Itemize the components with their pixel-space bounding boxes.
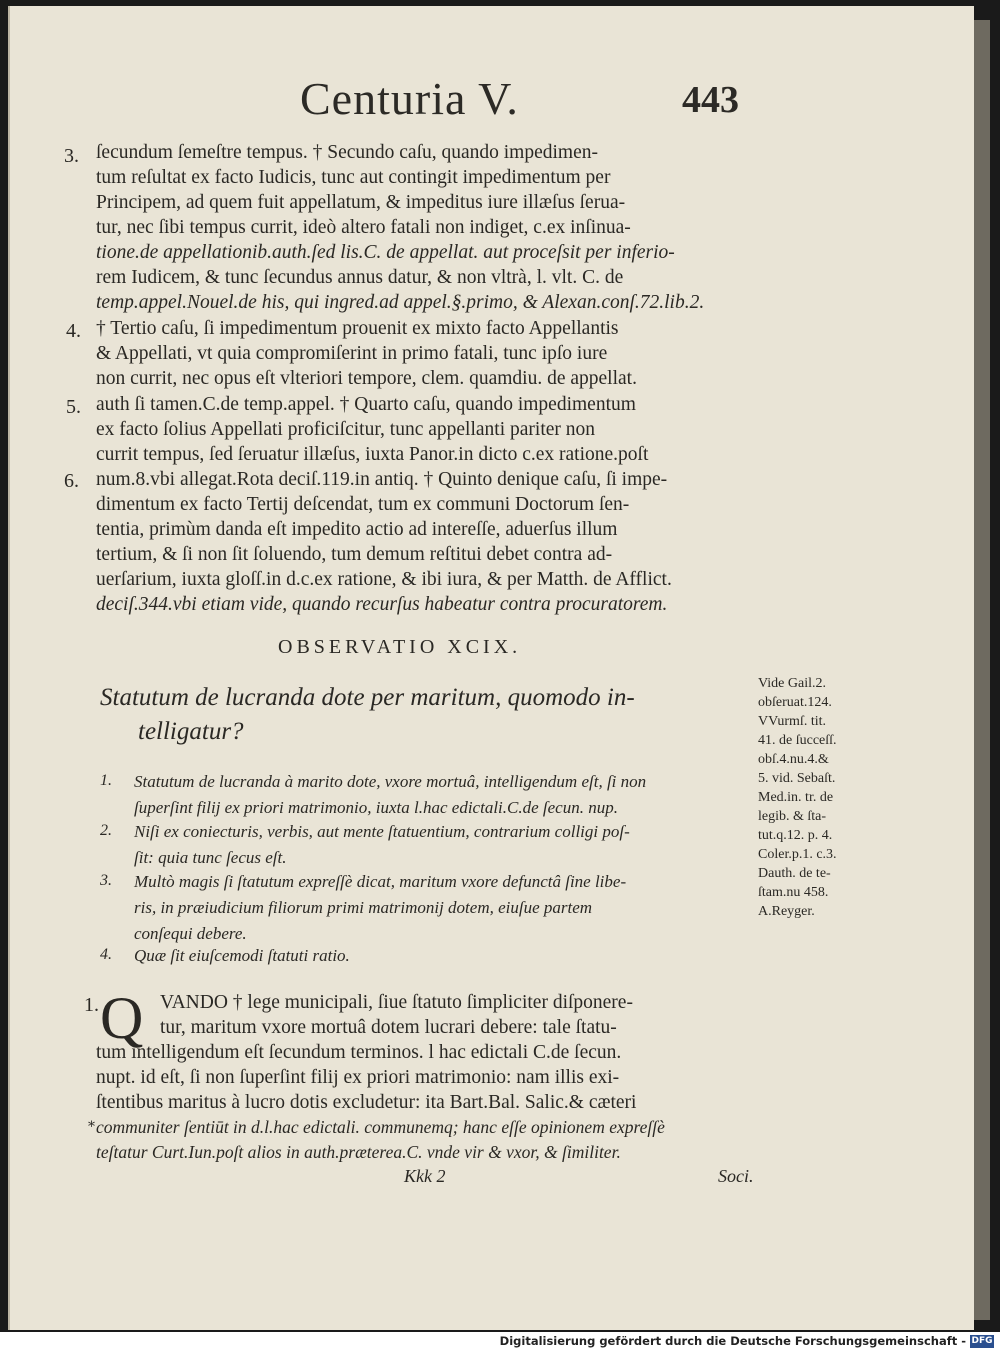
summary-line: Multò magis ſi ſtatutum expreſſè dicat, maritum vxore defunctâ ſine libe- bbox=[134, 872, 627, 891]
summary-number: 2. bbox=[100, 822, 112, 839]
margin-number-4: 4. bbox=[66, 320, 81, 342]
body-line: tur, nec ſibi tempus currit, ideò altero fatali non indiget, c.ex inſinua- bbox=[96, 217, 631, 238]
body-line: currit tempus, ſed ſeruatur illæſus, iuxta Panor.in dicto c.ex ratione.poſt bbox=[96, 444, 649, 465]
dfg-logo: DFG bbox=[971, 1336, 993, 1346]
observatio-rubric-line: telligatur? bbox=[138, 718, 244, 745]
body-line: auth ſi tamen.C.de temp.appel. † Quarto caſu, quando impedimentum bbox=[96, 394, 636, 415]
signature-mark: Kkk 2 bbox=[404, 1166, 446, 1186]
observatio-heading: OBSERVATIO XCIX. bbox=[278, 636, 522, 658]
side-note-line: Vide Gail.2. bbox=[758, 676, 826, 691]
observatio-rubric-line: Statutum de lucranda dote per maritum, quomodo in- bbox=[100, 684, 635, 711]
paragraph-line: tur, maritum vxore mortuâ dotem lucrari debere: tale ſtatu- bbox=[160, 1017, 617, 1038]
side-note-line: Coler.p.1. c.3. bbox=[758, 847, 837, 862]
paragraph-line: VANDO † lege municipali, ſiue ſtatuto ſimpliciter diſponere- bbox=[160, 992, 633, 1013]
margin-asterisk: * bbox=[88, 1119, 95, 1135]
page-number: 443 bbox=[682, 79, 739, 121]
body-line: deciſ.344.vbi etiam vide, quando recurſus habeatur contra procuratorem. bbox=[96, 594, 668, 615]
side-note-line: ſtam.nu 458. bbox=[758, 885, 829, 900]
summary-number: 1. bbox=[100, 772, 112, 789]
catchword: Soci. bbox=[718, 1166, 754, 1186]
side-note-line: VVurmſ. tit. bbox=[758, 714, 826, 729]
body-line: rem Iudicem, & tunc ſecundus annus datur, & non vltrà, l. vlt. C. de bbox=[96, 267, 624, 288]
side-note-line: obſeruat.124. bbox=[758, 695, 832, 710]
side-note-line: tut.q.12. p. 4. bbox=[758, 828, 833, 843]
summary-line: Niſi ex coniecturis, verbis, aut mente ſtatuentium, contrarium colligi poſ- bbox=[134, 822, 630, 841]
paragraph-line: teſtatur Curt.Iun.poſt alios in auth.præterea.C. vnde vir & vxor, & ſimiliter. bbox=[96, 1142, 621, 1162]
summary-line: ſit: quia tunc ſecus eſt. bbox=[134, 848, 287, 867]
summary-number: 3. bbox=[100, 872, 112, 889]
side-note-line: Med.in. tr. de bbox=[758, 790, 834, 805]
paragraph-line: nupt. id eſt, ſi non ſuperſint filij ex priori matrimonio: nam illis exi- bbox=[96, 1067, 620, 1088]
summary-number: 4. bbox=[100, 946, 112, 963]
margin-number-3: 3. bbox=[64, 145, 79, 167]
body-line: † Tertio caſu, ſi impedimentum prouenit ex mixto facto Appellantis bbox=[96, 318, 619, 339]
body-line: tertium, & ſi non ſit ſoluendo, tum demum reſtitui debet contra ad- bbox=[96, 544, 613, 565]
paragraph-line: tum intelligendum eſt ſecundum terminos. l hac edictali C.de ſecun. bbox=[96, 1042, 622, 1063]
side-note-line: obſ.4.nu.4.& bbox=[758, 752, 829, 767]
body-line: & Appellati, vt quia compromiſerint in primo fatali, tunc ipſo iure bbox=[96, 343, 608, 364]
side-note-line: legib. & ſta- bbox=[758, 809, 827, 824]
body-line: dimentum ex facto Tertij deſcendat, tum ex communi Doctorum ſen- bbox=[96, 494, 630, 515]
paragraph-line: ſtentibus maritus à lucro dotis excludetur: ita Bart.Bal. Salic.& cæteri bbox=[96, 1092, 637, 1113]
side-note-line: Dauth. de te- bbox=[758, 866, 831, 881]
body-line: ex facto ſolius Appellati proficiſcitur, tunc appellanti pariter non bbox=[96, 419, 596, 440]
digitization-credit: Digitalisierung gefördert durch die Deutsche Forschungsgemeinschaft - bbox=[499, 1334, 966, 1348]
body-line: tum reſultat ex facto Iudicis, tunc aut contingit impedimentum per bbox=[96, 167, 611, 188]
body-line: temp.appel.Nouel.de his, qui ingred.ad appel.§.primo, & Alexan.conſ.72.lib.2. bbox=[96, 292, 705, 313]
margin-number-5: 5. bbox=[66, 396, 81, 418]
margin-number-6: 6. bbox=[64, 470, 79, 492]
summary-line: conſequi debere. bbox=[134, 924, 247, 943]
body-line: num.8.vbi allegat.Rota deciſ.119.in antiq. † Quinto denique caſu, ſi impe- bbox=[96, 469, 668, 490]
body-line: tione.de appellationib.auth.ſed lis.C. de appellat. aut proceſsit per inferio- bbox=[96, 242, 675, 263]
summary-line: ris, in præiudicium filiorum primi matrimonij dotem, eiuſue partem bbox=[134, 898, 593, 917]
margin-paragraph-number: 1. bbox=[84, 994, 99, 1016]
body-line: Principem, ad quem fuit appellatum, & impeditus iure illæſus ſerua- bbox=[96, 192, 626, 213]
body-line: non currit, nec opus eſt vlteriori tempore, clem. quamdiu. de appellat. bbox=[96, 368, 637, 389]
summary-line: Statutum de lucranda à marito dote, vxore mortuâ, intelligendum eſt, ſi non bbox=[134, 772, 647, 791]
side-note-line: 41. de ſucceſſ. bbox=[758, 733, 837, 748]
running-title: Centuria V. bbox=[300, 73, 519, 124]
body-line: uerſarium, iuxta gloſſ.in d.c.ex ratione, & ibi iura, & per Matth. de Afflict. bbox=[96, 569, 672, 590]
body-line: tentia, primùm danda eſt impedito actio ad intereſſe, aduerſus illum bbox=[96, 519, 618, 540]
page-header bbox=[300, 72, 760, 132]
side-note-line: 5. vid. Sebaſt. bbox=[758, 771, 836, 786]
side-note-line: A.Reyger. bbox=[758, 904, 815, 919]
summary-line: ſuperſint filij ex priori matrimonio, iuxta l.hac edictali.C.de ſecun. nup. bbox=[134, 798, 618, 817]
body-line: ſecundum ſemeſtre tempus. † Secundo caſu, quando impedimen- bbox=[96, 142, 598, 163]
drop-cap: Q bbox=[100, 985, 144, 1051]
summary-line: Quæ ſit eiuſcemodi ſtatuti ratio. bbox=[134, 946, 350, 965]
page-edge bbox=[972, 20, 990, 1320]
paragraph-line: communiter ſentiūt in d.l.hac edictali. communemq; hanc eſſe opinionem expreſſè bbox=[96, 1117, 665, 1137]
